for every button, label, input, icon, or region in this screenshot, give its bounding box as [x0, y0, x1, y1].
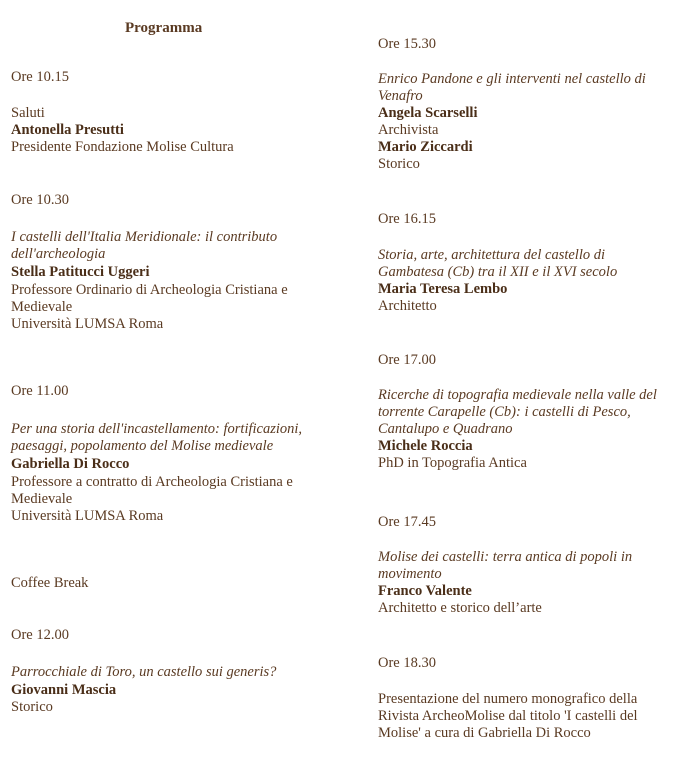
session-time: Ore 11.00: [11, 383, 69, 399]
speaker-name: Michele Roccia: [378, 438, 473, 454]
session-time: Ore 10.15: [11, 69, 69, 85]
session-time: Ore 15.30: [378, 36, 436, 52]
talk-title: dell'archeologia: [11, 246, 106, 262]
speaker-role: Medievale: [11, 299, 73, 315]
coffee-break: Coffee Break: [11, 575, 89, 591]
speaker-role: Architetto: [378, 298, 437, 314]
closing-text: Molise' a cura di Gabriella Di Rocco: [378, 725, 591, 741]
talk-title: paesaggi, popolamento del Molise medievale: [11, 438, 274, 454]
closing-text: Presentazione del numero monografico della: [378, 691, 638, 707]
speaker-name: Mario Ziccardi: [378, 139, 473, 155]
talk-title: [11, 664, 319, 681]
talk-title: Ricerche di topografia medievale nella valle del: [378, 387, 657, 403]
speaker-name: Gabriella Di Rocco: [11, 456, 130, 472]
session-1100: [11, 421, 319, 525]
session-welcome: [11, 105, 319, 156]
session-1200: [11, 664, 319, 716]
program-heading: Programma: [125, 20, 203, 36]
session-1830: [378, 691, 686, 742]
speaker-role: Architetto e storico dell’arte: [378, 600, 542, 616]
session-1615: [378, 247, 686, 315]
session-1745: [378, 549, 686, 617]
speaker-name: Maria Teresa Lembo: [378, 281, 508, 297]
speaker-affiliation: Università LUMSA Roma: [11, 508, 164, 524]
closing-text: Rivista ArcheoMolise dal titolo 'I castelli del: [378, 708, 638, 724]
talk-title: torrente Carapelle (Cb): i castelli di Pesco,: [378, 404, 631, 420]
speaker-name: Franco Valente: [378, 583, 472, 599]
session-time: Ore 16.15: [378, 211, 436, 227]
speaker-role: Professore a contratto di Archeologia Cristiana e: [11, 474, 293, 490]
speaker-name: Antonella Presutti: [11, 122, 124, 138]
speaker-name: Giovanni Mascia: [11, 682, 117, 698]
session-time: Ore 17.45: [378, 514, 436, 530]
speaker-name: Angela Scarselli: [378, 105, 478, 121]
speaker-name: Stella Patitucci Uggeri: [11, 264, 150, 280]
talk-title: Per una storia dell'incastellamento: fortificazioni,: [11, 421, 303, 437]
session-time: Ore 18.30: [378, 655, 436, 671]
speaker-role: Professore Ordinario di Archeologia Cristiana e: [11, 282, 288, 298]
talk-title: Molise dei castelli: terra antica di popoli in: [378, 549, 633, 565]
talk-title-italic: Parrocchiale di Toro, un castello: [11, 664, 203, 680]
talk-title: Enrico Pandone e gli interventi nel castello di: [378, 71, 646, 87]
talk-title: I castelli dell'Italia Meridionale: il contributo: [11, 229, 278, 245]
speaker-role: Storico: [11, 699, 53, 715]
talk-title: Gambatesa (Cb) tra il XII e il XVI secolo: [378, 264, 618, 280]
speaker-role: Archivista: [378, 122, 439, 138]
talk-title: Venafro: [378, 88, 423, 104]
speaker-role: Presidente Fondazione Molise Cultura: [11, 139, 234, 155]
speaker-role: PhD in Topografia Antica: [378, 455, 527, 471]
speaker-affiliation: Università LUMSA Roma: [11, 316, 164, 332]
talk-title: Storia, arte, architettura del castello di: [378, 247, 606, 263]
session-time: Ore 10.30: [11, 192, 69, 208]
session-1530: [378, 71, 686, 173]
speaker-role: Storico: [378, 156, 420, 172]
session-time: Ore 12.00: [11, 627, 69, 643]
session-time: Ore 17.00: [378, 352, 436, 368]
session-1030: [11, 229, 319, 333]
session-1700: [378, 387, 686, 472]
talk-title: Cantalupo e Quadrano: [378, 421, 513, 437]
session-title: Saluti: [11, 105, 45, 121]
speaker-role: Medievale: [11, 491, 73, 507]
talk-title-rest: sui generis?: [202, 664, 277, 680]
talk-title: movimento: [378, 566, 442, 582]
